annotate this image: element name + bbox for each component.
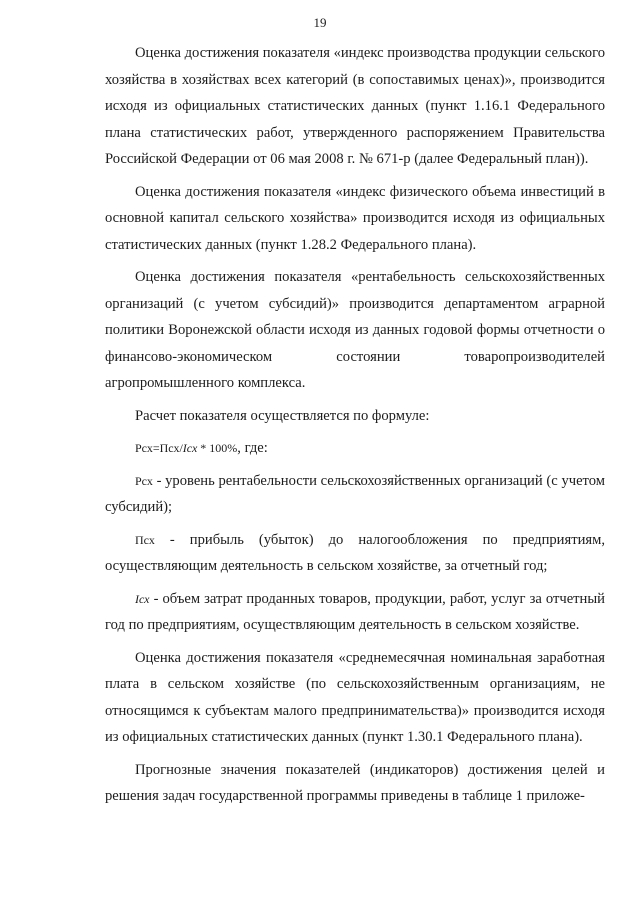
document-body xyxy=(105,40,605,816)
paragraph-production-index: Оценка достижения показателя «индекс производства продукции сельского хозяйства в хозяйствах всех категорий (в сопоставимых ценах)», производится исходя из официальных статистических данных (пункт 1.16.1 Федерального плана статистических работ, утвержденного распоряжением Правительства Российской Федерации от 06 мая 2008 г. № 671-р (далее Федеральный план)). xyxy=(105,45,605,167)
definition-isx xyxy=(105,586,605,639)
paragraph-wage: Оценка достижения показателя «среднемесячная номинальная заработная плата в сельском хозяйстве (по сельскохозяйственным организациям, не относящимся к субъектам малого предпринимательства)» производится исходя из официальных статистических данных (пункт 1.30.1 Федерального плана). xyxy=(105,649,605,745)
definition-symbol: Iсх xyxy=(135,591,150,606)
page-number: 19 xyxy=(313,15,327,30)
definition-text: - прибыль (убыток) до налогообложения по предприятиям, осуществляющим деятельность в сельском хозяйстве, за отчетный год; xyxy=(105,531,605,574)
definition-symbol: Псх xyxy=(135,532,155,547)
paragraph-investment-index: Оценка достижения показателя «индекс физического объема инвестиций в основной капитал сельского хозяйства» производится исходя из официальных статистических данных (пункт 1.28.2 Федерального плана). xyxy=(105,183,605,253)
formula-line xyxy=(105,435,605,462)
formula-suffix: , где: xyxy=(237,440,268,456)
paragraph-profitability: Оценка достижения показателя «рентабельность сельскохозяйственных организаций (с учетом субсидий)» производится департаментом аграрной политики Воронежской области исходя из данных годовой формы отчетности о финансово-экономическом состоянии товаропроизводителей агропромышленного комплекса. xyxy=(105,269,605,391)
definition-text: - уровень рентабельности сельскохозяйственных организаций (с учетом субсидий); xyxy=(105,472,605,515)
paragraph-formula-intro: Расчет показателя осуществляется по формуле: xyxy=(135,407,430,424)
definition-symbol: Рсх xyxy=(135,473,153,488)
definition-rsx xyxy=(105,468,605,521)
formula-expression: Рсх=Псх/Iсх * 100% xyxy=(135,441,238,455)
paragraph-forecast: Прогнозные значения показателей (индикаторов) достижения целей и решения задач государственной программы приведены в таблице 1 приложе- xyxy=(105,761,605,804)
definition-text: - объем затрат проданных товаров, продукции, работ, услуг за отчетный год по предприятиям, осуществляющим деятельность в сельском хозяйстве. xyxy=(105,590,605,633)
definition-psx xyxy=(105,527,605,580)
